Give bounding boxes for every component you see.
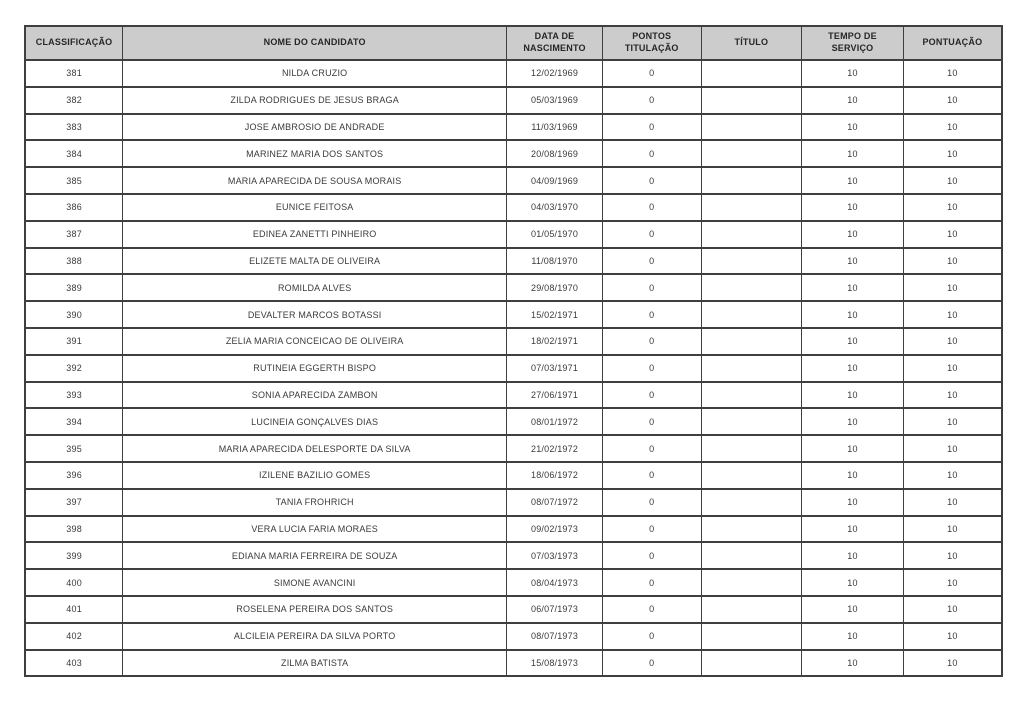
cell-nome: MARIA APARECIDA DE SOUSA MORAIS	[123, 167, 507, 194]
cell-classificacao: 394	[25, 408, 123, 435]
table-row	[25, 301, 1002, 328]
cell-tempo-servico: 10	[802, 301, 904, 328]
table-header	[25, 26, 1002, 60]
cell-tempo-servico: 10	[802, 114, 904, 141]
table-row	[25, 248, 1002, 275]
cell-titulo	[701, 114, 802, 141]
cell-titulo	[701, 489, 802, 516]
cell-pontuacao: 10	[903, 248, 1002, 275]
cell-pontos-titulacao: 0	[602, 569, 701, 596]
cell-nome: MARINEZ MARIA DOS SANTOS	[123, 140, 507, 167]
cell-pontos-titulacao: 0	[602, 274, 701, 301]
table-row	[25, 569, 1002, 596]
table-row	[25, 60, 1002, 87]
cell-classificacao: 384	[25, 140, 123, 167]
cell-pontos-titulacao: 0	[602, 596, 701, 623]
cell-titulo	[701, 650, 802, 677]
cell-pontuacao: 10	[903, 542, 1002, 569]
cell-pontos-titulacao: 0	[602, 382, 701, 409]
table-row	[25, 87, 1002, 114]
cell-titulo	[701, 87, 802, 114]
cell-titulo	[701, 301, 802, 328]
cell-pontos-titulacao: 0	[602, 650, 701, 677]
cell-nome: TANIA FROHRICH	[123, 489, 507, 516]
cell-titulo	[701, 516, 802, 543]
table-row	[25, 355, 1002, 382]
table-row	[25, 462, 1002, 489]
cell-nome: EDINEA ZANETTI PINHEIRO	[123, 221, 507, 248]
table-row	[25, 623, 1002, 650]
table-row	[25, 489, 1002, 516]
cell-titulo	[701, 408, 802, 435]
cell-nome: SONIA APARECIDA ZAMBON	[123, 382, 507, 409]
cell-data-nascimento: 07/03/1973	[507, 542, 603, 569]
cell-titulo	[701, 167, 802, 194]
column-header-nome-do-candidato: NOME DO CANDIDATO	[123, 26, 507, 60]
cell-nome: ALCILEIA PEREIRA DA SILVA PORTO	[123, 623, 507, 650]
cell-tempo-servico: 10	[802, 382, 904, 409]
cell-nome: VERA LUCIA FARIA MORAES	[123, 516, 507, 543]
cell-nome: ELIZETE MALTA DE OLIVEIRA	[123, 248, 507, 275]
cell-nome: ROMILDA ALVES	[123, 274, 507, 301]
cell-titulo	[701, 194, 802, 221]
cell-classificacao: 396	[25, 462, 123, 489]
cell-data-nascimento: 29/08/1970	[507, 274, 603, 301]
cell-data-nascimento: 15/02/1971	[507, 301, 603, 328]
cell-pontos-titulacao: 0	[602, 542, 701, 569]
table-row	[25, 274, 1002, 301]
cell-nome: EDIANA MARIA FERREIRA DE SOUZA	[123, 542, 507, 569]
cell-nome: EUNICE FEITOSA	[123, 194, 507, 221]
cell-titulo	[701, 623, 802, 650]
cell-titulo	[701, 462, 802, 489]
column-header-pontos-titulacao: PONTOS TITULAÇÃO	[602, 26, 701, 60]
cell-data-nascimento: 09/02/1973	[507, 516, 603, 543]
cell-pontuacao: 10	[903, 114, 1002, 141]
column-header-titulo: TÍTULO	[701, 26, 802, 60]
cell-classificacao: 389	[25, 274, 123, 301]
header-row	[25, 26, 1002, 60]
cell-classificacao: 382	[25, 87, 123, 114]
cell-classificacao: 388	[25, 248, 123, 275]
cell-pontos-titulacao: 0	[602, 623, 701, 650]
cell-pontuacao: 10	[903, 596, 1002, 623]
cell-classificacao: 393	[25, 382, 123, 409]
cell-tempo-servico: 10	[802, 167, 904, 194]
cell-data-nascimento: 12/02/1969	[507, 60, 603, 87]
cell-pontuacao: 10	[903, 462, 1002, 489]
cell-titulo	[701, 274, 802, 301]
cell-classificacao: 398	[25, 516, 123, 543]
cell-data-nascimento: 05/03/1969	[507, 87, 603, 114]
cell-nome: ZELIA MARIA CONCEICAO DE OLIVEIRA	[123, 328, 507, 355]
cell-tempo-servico: 10	[802, 194, 904, 221]
cell-data-nascimento: 08/07/1973	[507, 623, 603, 650]
cell-pontuacao: 10	[903, 435, 1002, 462]
cell-tempo-servico: 10	[802, 569, 904, 596]
cell-titulo	[701, 542, 802, 569]
cell-tempo-servico: 10	[802, 408, 904, 435]
cell-pontos-titulacao: 0	[602, 60, 701, 87]
cell-data-nascimento: 11/08/1970	[507, 248, 603, 275]
candidate-ranking-table-container	[24, 25, 1003, 677]
table-row	[25, 435, 1002, 462]
cell-pontos-titulacao: 0	[602, 301, 701, 328]
cell-nome: LUCINEIA GONÇALVES DIAS	[123, 408, 507, 435]
cell-pontuacao: 10	[903, 328, 1002, 355]
cell-nome: RUTINEIA EGGERTH BISPO	[123, 355, 507, 382]
table-row	[25, 542, 1002, 569]
cell-data-nascimento: 08/07/1972	[507, 489, 603, 516]
cell-classificacao: 402	[25, 623, 123, 650]
cell-nome: DEVALTER MARCOS BOTASSI	[123, 301, 507, 328]
cell-titulo	[701, 569, 802, 596]
cell-data-nascimento: 07/03/1971	[507, 355, 603, 382]
cell-nome: JOSE AMBROSIO DE ANDRADE	[123, 114, 507, 141]
cell-tempo-servico: 10	[802, 248, 904, 275]
cell-pontuacao: 10	[903, 489, 1002, 516]
cell-classificacao: 392	[25, 355, 123, 382]
cell-classificacao: 386	[25, 194, 123, 221]
cell-pontuacao: 10	[903, 569, 1002, 596]
cell-titulo	[701, 596, 802, 623]
cell-data-nascimento: 18/06/1972	[507, 462, 603, 489]
cell-titulo	[701, 355, 802, 382]
cell-data-nascimento: 08/04/1973	[507, 569, 603, 596]
cell-tempo-servico: 10	[802, 489, 904, 516]
cell-data-nascimento: 08/01/1972	[507, 408, 603, 435]
cell-tempo-servico: 10	[802, 274, 904, 301]
cell-pontos-titulacao: 0	[602, 408, 701, 435]
cell-data-nascimento: 15/08/1973	[507, 650, 603, 677]
table-row	[25, 328, 1002, 355]
cell-classificacao: 385	[25, 167, 123, 194]
cell-pontuacao: 10	[903, 194, 1002, 221]
column-header-tempo-de-servico: TEMPO DE SERVIÇO	[802, 26, 904, 60]
cell-pontos-titulacao: 0	[602, 114, 701, 141]
table-body	[25, 60, 1002, 676]
cell-data-nascimento: 01/05/1970	[507, 221, 603, 248]
cell-titulo	[701, 140, 802, 167]
cell-classificacao: 400	[25, 569, 123, 596]
cell-tempo-servico: 10	[802, 140, 904, 167]
column-header-data-de-nascimento: DATA DE NASCIMENTO	[507, 26, 603, 60]
cell-classificacao: 387	[25, 221, 123, 248]
cell-pontuacao: 10	[903, 355, 1002, 382]
cell-classificacao: 390	[25, 301, 123, 328]
cell-nome: IZILENE BAZILIO GOMES	[123, 462, 507, 489]
cell-data-nascimento: 04/09/1969	[507, 167, 603, 194]
column-header-classificacao: CLASSIFICAÇÃO	[25, 26, 123, 60]
table-row	[25, 650, 1002, 677]
cell-tempo-servico: 10	[802, 221, 904, 248]
cell-pontuacao: 10	[903, 274, 1002, 301]
cell-tempo-servico: 10	[802, 596, 904, 623]
cell-pontuacao: 10	[903, 301, 1002, 328]
cell-tempo-servico: 10	[802, 542, 904, 569]
cell-data-nascimento: 21/02/1972	[507, 435, 603, 462]
cell-data-nascimento: 11/03/1969	[507, 114, 603, 141]
cell-titulo	[701, 60, 802, 87]
cell-pontos-titulacao: 0	[602, 87, 701, 114]
candidate-ranking-table	[24, 25, 1003, 677]
cell-titulo	[701, 382, 802, 409]
cell-tempo-servico: 10	[802, 87, 904, 114]
table-row	[25, 516, 1002, 543]
cell-nome: ZILMA BATISTA	[123, 650, 507, 677]
table-row	[25, 114, 1002, 141]
cell-classificacao: 397	[25, 489, 123, 516]
cell-tempo-servico: 10	[802, 462, 904, 489]
cell-pontos-titulacao: 0	[602, 462, 701, 489]
cell-pontuacao: 10	[903, 382, 1002, 409]
cell-nome: ROSELENA PEREIRA DOS SANTOS	[123, 596, 507, 623]
column-header-pontuacao: PONTUAÇÃO	[903, 26, 1002, 60]
cell-pontos-titulacao: 0	[602, 516, 701, 543]
cell-pontuacao: 10	[903, 60, 1002, 87]
cell-tempo-servico: 10	[802, 435, 904, 462]
cell-pontos-titulacao: 0	[602, 167, 701, 194]
cell-data-nascimento: 06/07/1973	[507, 596, 603, 623]
cell-classificacao: 391	[25, 328, 123, 355]
cell-nome: ZILDA RODRIGUES DE JESUS BRAGA	[123, 87, 507, 114]
cell-classificacao: 383	[25, 114, 123, 141]
cell-tempo-servico: 10	[802, 60, 904, 87]
cell-pontos-titulacao: 0	[602, 489, 701, 516]
cell-data-nascimento: 04/03/1970	[507, 194, 603, 221]
table-row	[25, 167, 1002, 194]
cell-titulo	[701, 221, 802, 248]
cell-pontuacao: 10	[903, 87, 1002, 114]
cell-classificacao: 403	[25, 650, 123, 677]
cell-data-nascimento: 27/06/1971	[507, 382, 603, 409]
cell-nome: SIMONE AVANCINI	[123, 569, 507, 596]
table-row	[25, 221, 1002, 248]
table-row	[25, 382, 1002, 409]
cell-titulo	[701, 248, 802, 275]
cell-pontuacao: 10	[903, 650, 1002, 677]
cell-classificacao: 381	[25, 60, 123, 87]
cell-data-nascimento: 18/02/1971	[507, 328, 603, 355]
cell-pontuacao: 10	[903, 623, 1002, 650]
cell-classificacao: 401	[25, 596, 123, 623]
cell-pontos-titulacao: 0	[602, 140, 701, 167]
cell-pontos-titulacao: 0	[602, 194, 701, 221]
cell-data-nascimento: 20/08/1969	[507, 140, 603, 167]
cell-tempo-servico: 10	[802, 328, 904, 355]
cell-pontos-titulacao: 0	[602, 248, 701, 275]
cell-nome: MARIA APARECIDA DELESPORTE DA SILVA	[123, 435, 507, 462]
cell-tempo-servico: 10	[802, 516, 904, 543]
cell-pontuacao: 10	[903, 408, 1002, 435]
cell-pontos-titulacao: 0	[602, 435, 701, 462]
cell-titulo	[701, 435, 802, 462]
cell-pontuacao: 10	[903, 221, 1002, 248]
cell-pontuacao: 10	[903, 516, 1002, 543]
cell-tempo-servico: 10	[802, 355, 904, 382]
table-row	[25, 596, 1002, 623]
table-row	[25, 140, 1002, 167]
cell-pontuacao: 10	[903, 167, 1002, 194]
cell-pontos-titulacao: 0	[602, 355, 701, 382]
cell-pontos-titulacao: 0	[602, 221, 701, 248]
cell-pontos-titulacao: 0	[602, 328, 701, 355]
cell-nome: NILDA CRUZIO	[123, 60, 507, 87]
cell-classificacao: 395	[25, 435, 123, 462]
cell-pontuacao: 10	[903, 140, 1002, 167]
cell-tempo-servico: 10	[802, 650, 904, 677]
cell-classificacao: 399	[25, 542, 123, 569]
cell-titulo	[701, 328, 802, 355]
table-row	[25, 408, 1002, 435]
cell-tempo-servico: 10	[802, 623, 904, 650]
table-row	[25, 194, 1002, 221]
